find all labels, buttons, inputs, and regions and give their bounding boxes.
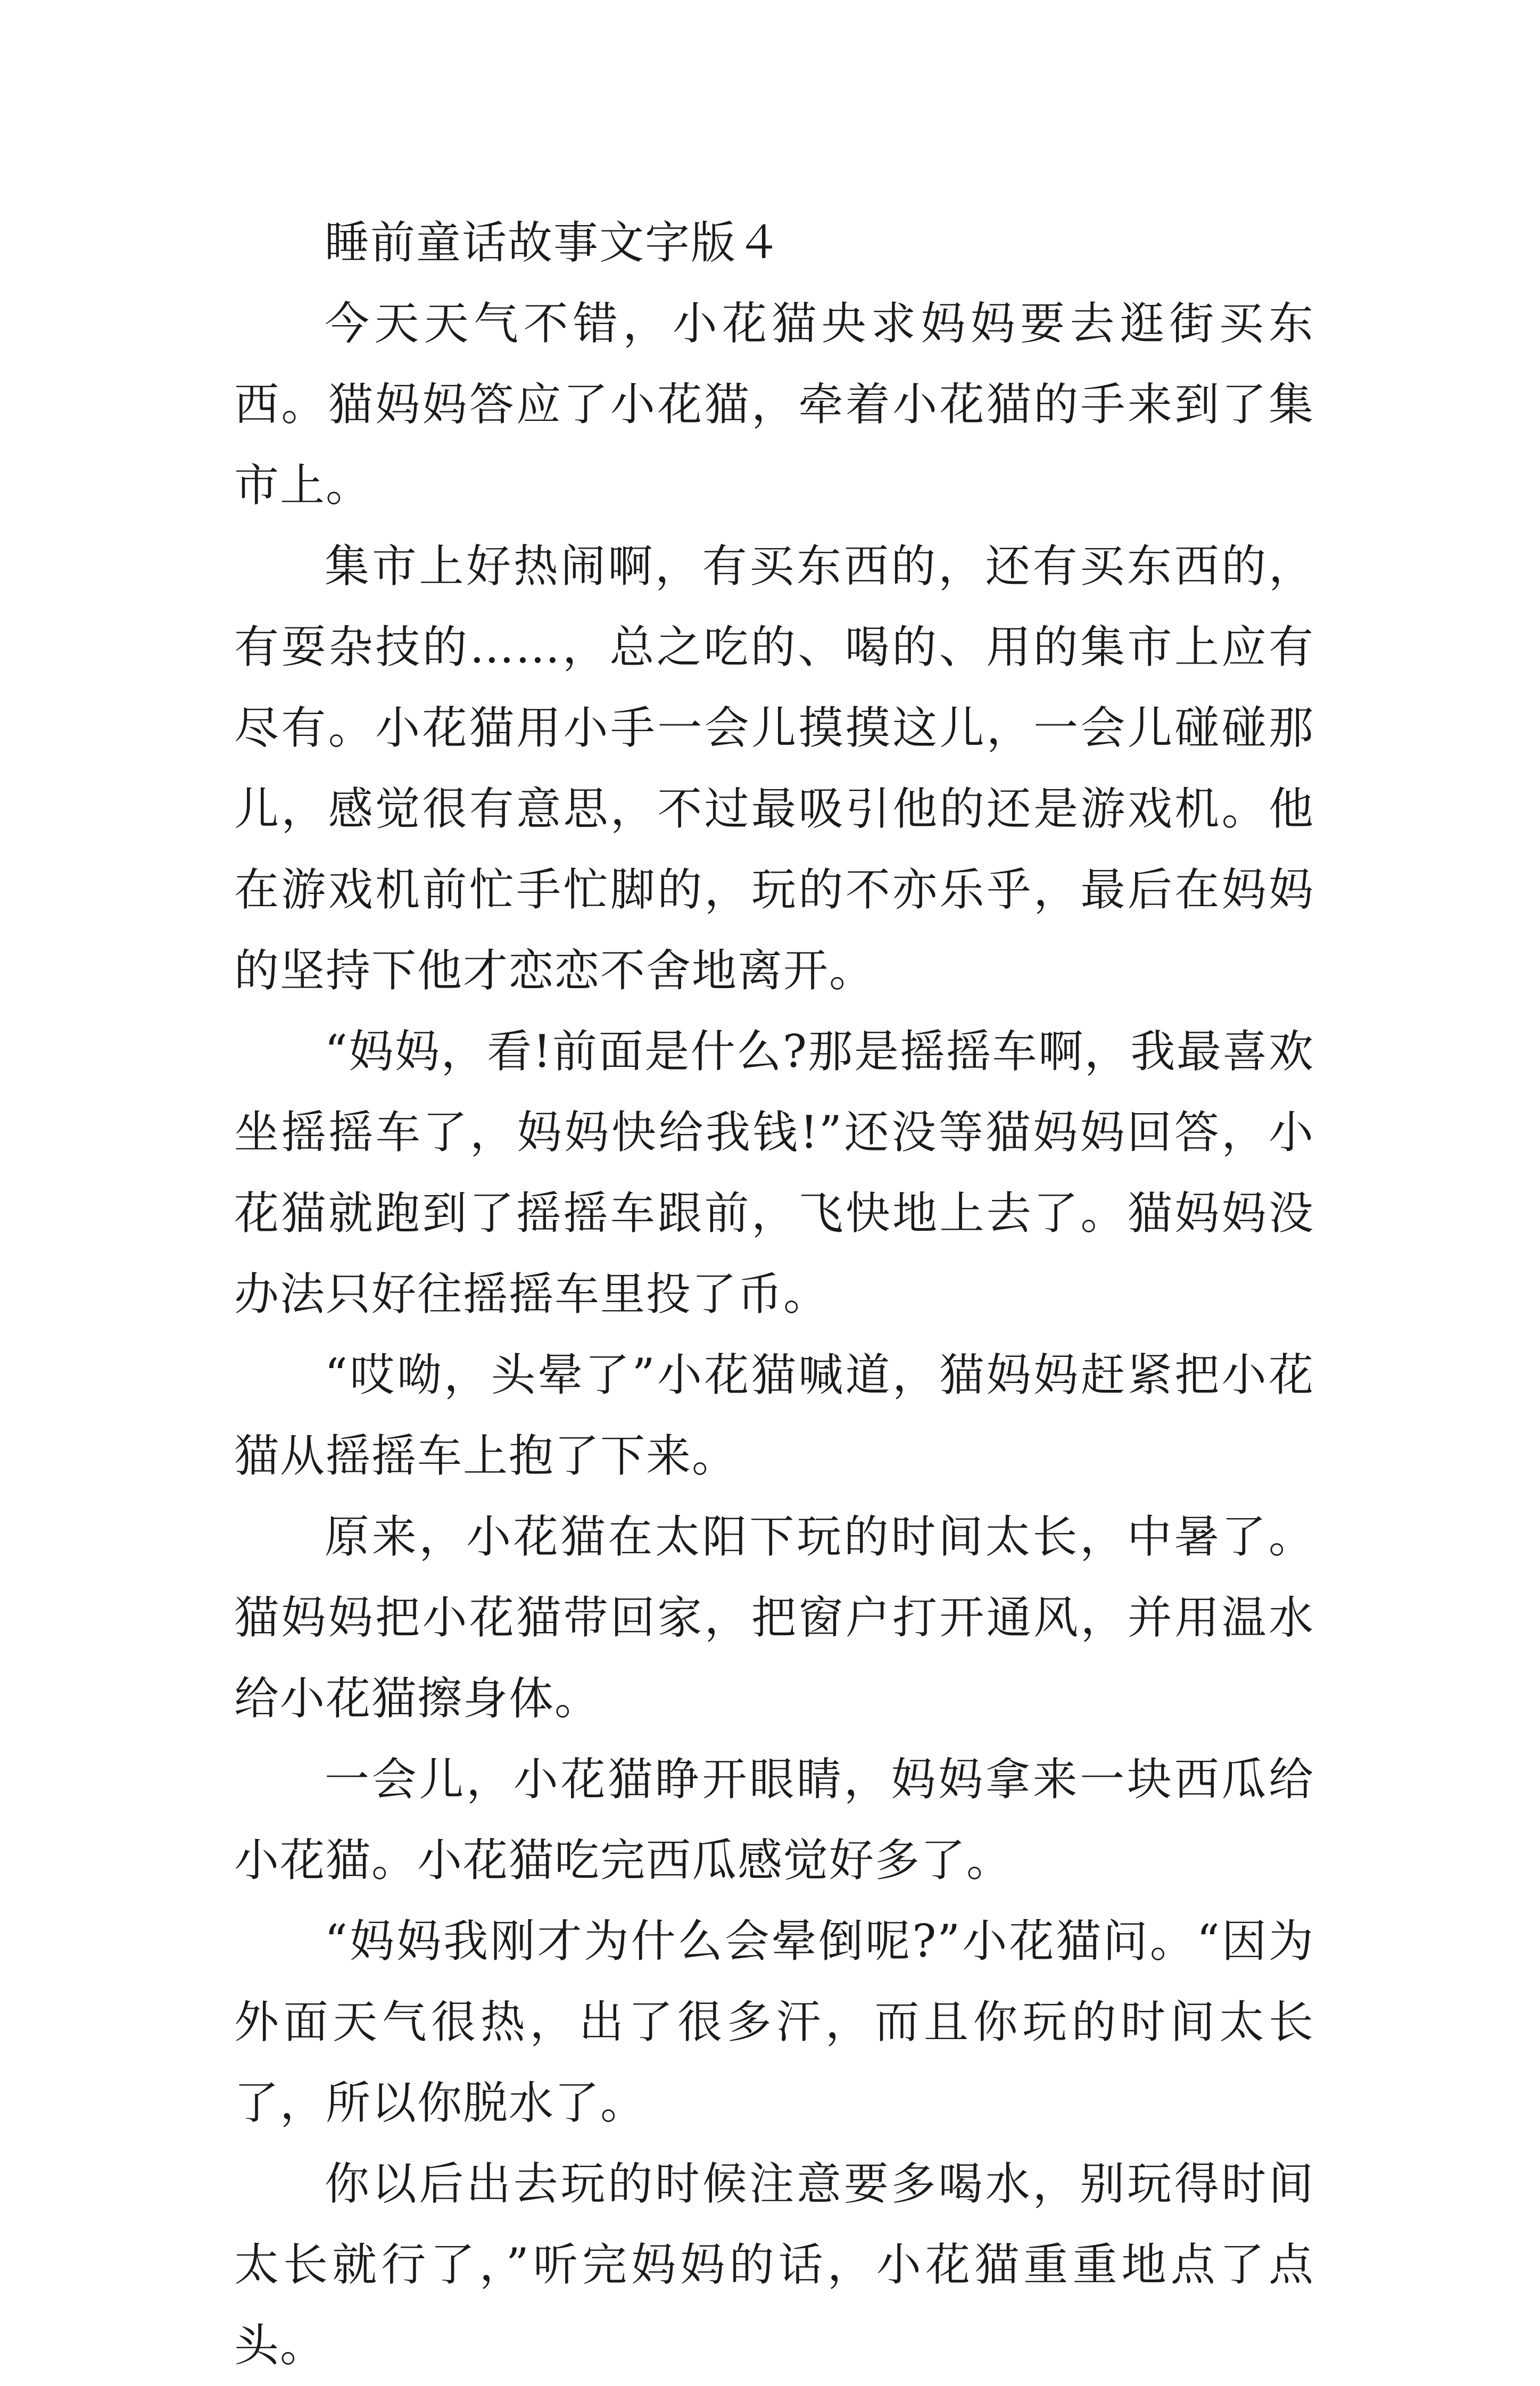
- paragraph-2: 集市上好热闹啊，有买东西的，还有买东西的，有耍杂技的……，总之吃的、喝的、用的集市上应有尽有。小花猫用小手一会儿摸摸这儿，一会儿碰碰那儿，感觉很有意思，不过最吸引他的还是游戏机。他在游戏机前忙手忙脚的，玩的不亦乐乎，最后在妈妈的坚持下他才恋恋不舍地离开。: [234, 540, 1314, 997]
- paragraph-6: 一会儿，小花猫睁开眼睛，妈妈拿来一块西瓜给小花猫。小花猫吃完西瓜感觉好多了。: [234, 1753, 1314, 1886]
- document-title: 睡前童话故事文字版４: [325, 217, 783, 269]
- paragraph-8: 你以后出去玩的时候注意要多喝水，别玩得时间太长就行了，”听完妈妈的话，小花猫重重地点了点头。: [234, 2158, 1314, 2372]
- paragraph-3: “妈妈，看!前面是什么?那是摇摇车啊，我最喜欢坐摇摇车了，妈妈快给我钱!”还没等猫妈妈回答，小花猫就跑到了摇摇车跟前，飞快地上去了。猫妈妈没办法只好往摇摇车里投了币。: [234, 1025, 1314, 1320]
- paragraph-7: “妈妈我刚才为什么会晕倒呢?”小花猫问。“因为外面天气很热，出了很多汗，而且你玩的时间太长了，所以你脱水了。: [234, 1915, 1314, 2129]
- paragraph-4: “哎呦，头晕了”小花猫喊道，猫妈妈赶紧把小花猫从摇摇车上抱了下来。: [234, 1349, 1314, 1482]
- document-body: [234, 202, 1314, 2386]
- paragraph-5: 原来，小花猫在太阳下玩的时间太长，中暑了。猫妈妈把小花猫带回家，把窗户打开通风，并用温水给小花猫擦身体。: [234, 1511, 1314, 1725]
- paragraph-1: 今天天气不错，小花猫央求妈妈要去逛街买东西。猫妈妈答应了小花猫，牵着小花猫的手来到了集市上。: [234, 297, 1314, 511]
